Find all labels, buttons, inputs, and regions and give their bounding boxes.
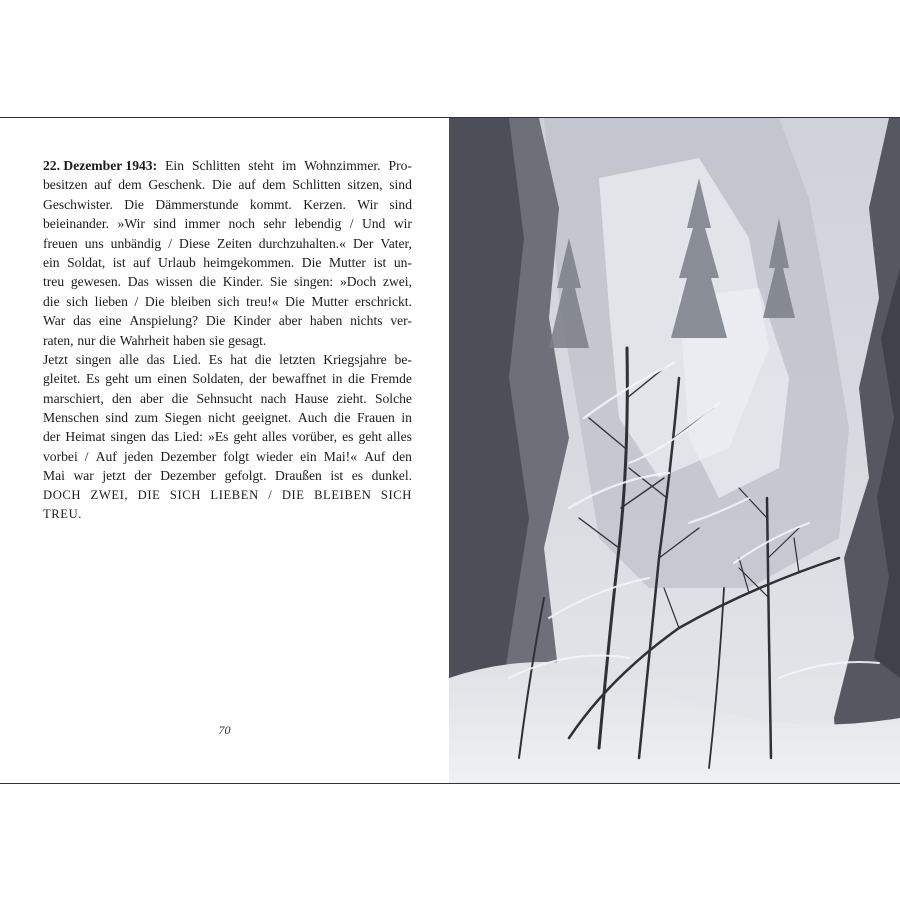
- text-line: die sich lieben / Die bleiben sich treu!« Die Mutter erschrickt.: [43, 293, 412, 309]
- text-line: freuen uns unbändig / Diese Zeiten durchzuhalten.« Der Vater,: [43, 235, 412, 251]
- text-line: Geschwister. Die Dämmerstunde kommt. Kerzen. Wir sind: [43, 196, 412, 212]
- text-page: [0, 118, 449, 783]
- page-number: 70: [218, 723, 231, 737]
- text-line: ein Soldat, ist auf Urlaub heimgekommen. Die Mutter ist un-: [43, 254, 412, 270]
- text-line: Mai war jetzt der Dezember gefolgt. Draußen ist es dunkel.: [43, 468, 412, 484]
- text-line: marschiert, den aber die Sehnsucht nach Hause zieht. Solche: [43, 390, 412, 406]
- text-line-small-caps: TREU.: [43, 507, 83, 522]
- text-line: gleitet. Es geht um einen Soldaten, der bewaffnet in die Fremde: [43, 371, 412, 387]
- text-line: Jetzt singen alle das Lied. Es hat die letzten Kriegsjahre be-: [43, 351, 412, 367]
- text-line: raten, nur die Wahrheit haben sie gesagt.: [43, 332, 267, 348]
- text-line: Menschen sind zum Siegen nicht geeignet. Auch die Frauen in: [43, 410, 412, 426]
- text-line: der Heimat singen das Lied: »Es geht alles vorüber, es geht alles: [43, 429, 412, 445]
- body-text: [43, 156, 412, 524]
- text-line: 22. Dezember 1943: Ein Schlitten steht im Wohnzimmer. Pro-: [43, 156, 412, 175]
- entry-date-heading: 22. Dezember 1943:: [43, 158, 158, 173]
- text-line: besitzen auf dem Geschenk. Die auf dem Schlitten sitzen, sind: [43, 177, 412, 193]
- snow-forest-photo: [449, 118, 900, 783]
- text-line: treu gewesen. Das wissen die Kinder. Sie singen: »Doch zwei,: [43, 274, 412, 290]
- snow-forest-illustration: [449, 118, 900, 783]
- text-line: beieinander. »Wir sind immer noch sehr lebendig / Und wir: [43, 216, 412, 232]
- text-line: War das eine Anspielung? Die Kinder aber haben nichts ver-: [43, 313, 412, 329]
- text-line: vorbei / Auf jeden Dezember folgt wieder ein Mai!« Auf den: [43, 448, 412, 464]
- book-spread: [0, 117, 900, 784]
- text-line-small-caps: DOCH ZWEI, DIE SICH LIEBEN / DIE BLEIBEN SICH: [43, 487, 412, 502]
